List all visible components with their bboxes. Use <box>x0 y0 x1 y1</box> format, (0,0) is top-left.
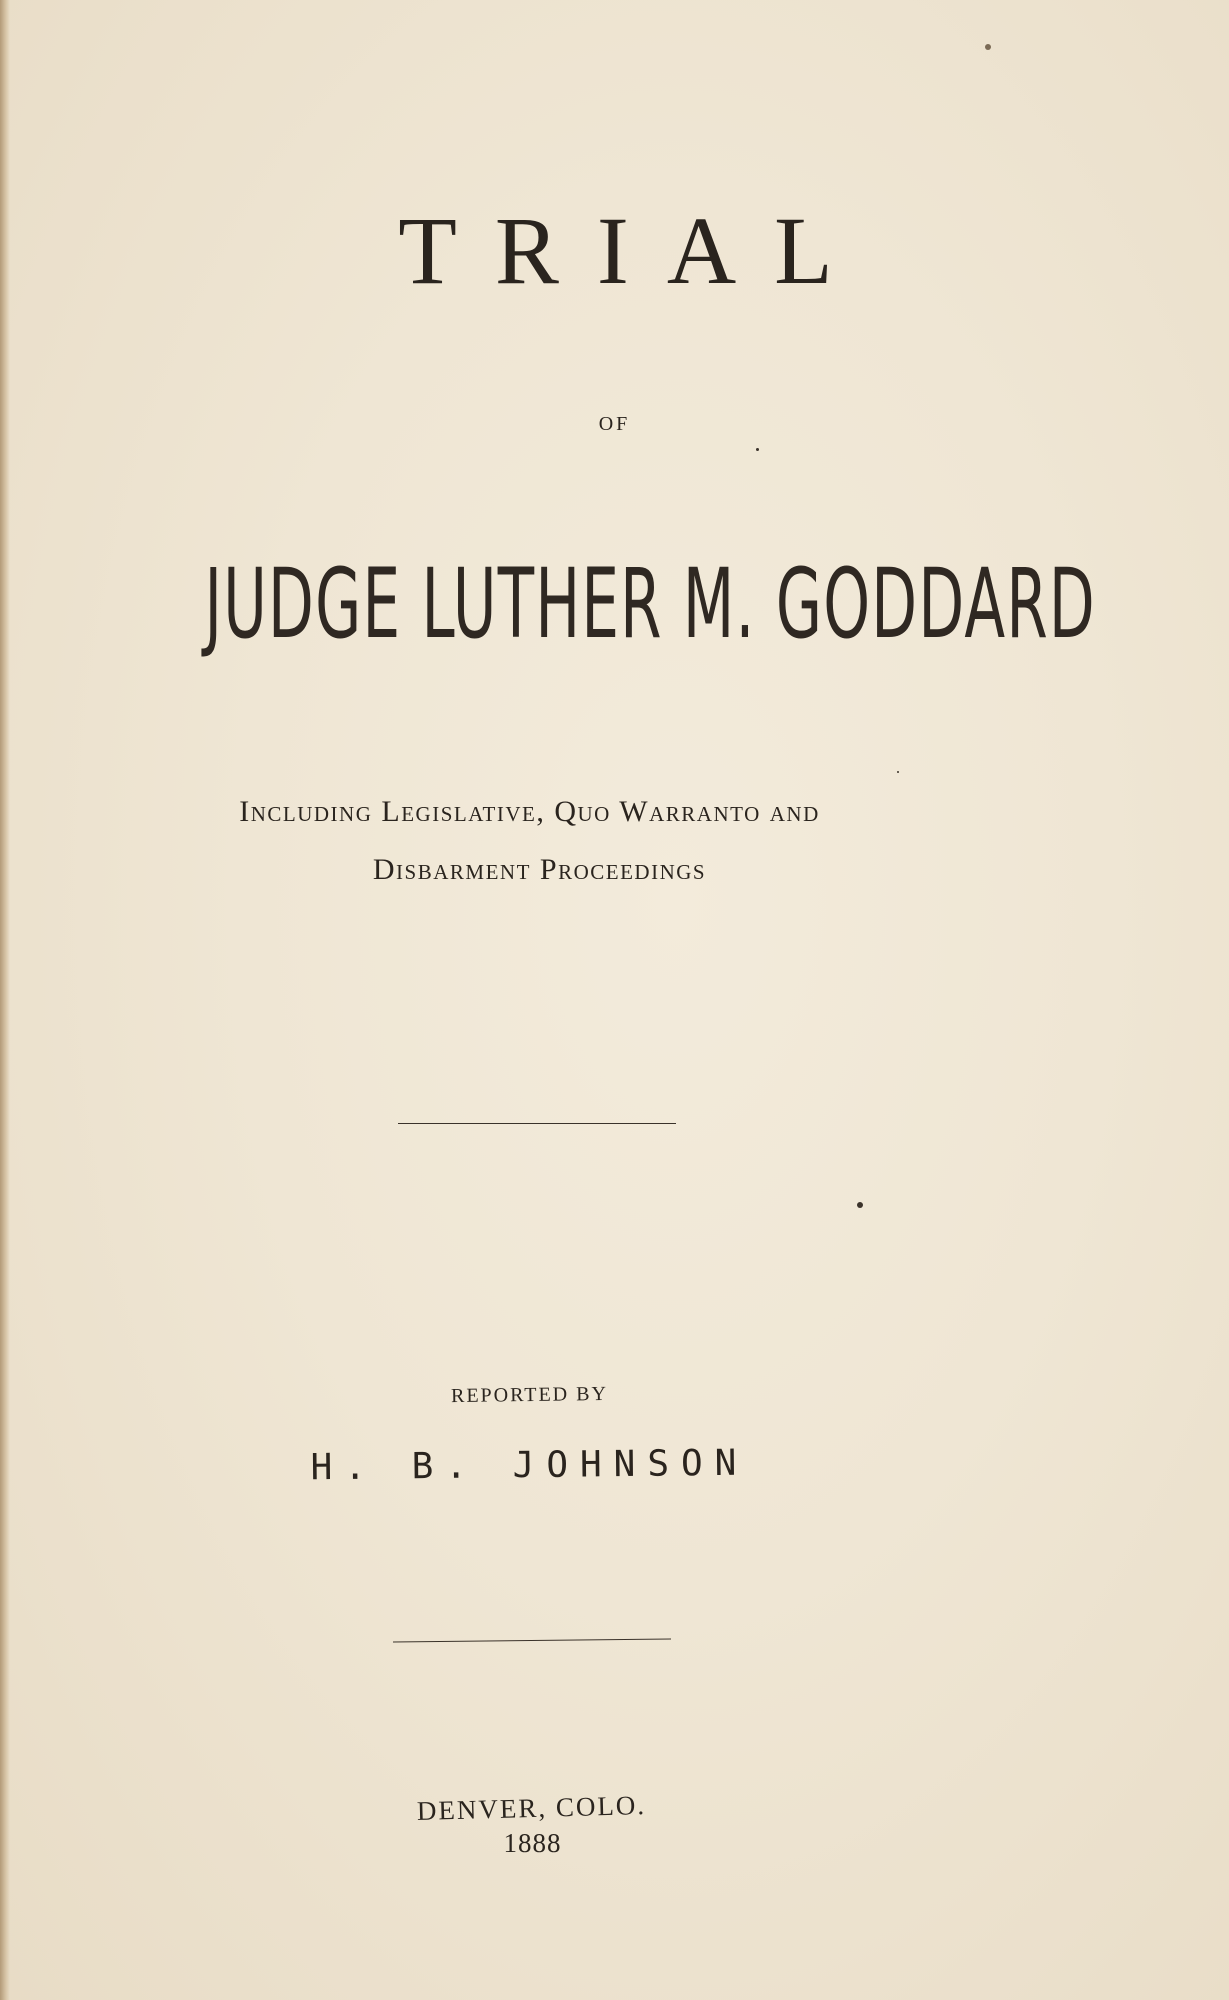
reported-by-label: REPORTED BY <box>450 1382 609 1408</box>
publication-year: 1888 <box>503 1828 562 1858</box>
subtitle-line-2: Disbarment Proceedings <box>372 853 707 886</box>
paper-speck <box>985 44 991 50</box>
divider-rule <box>393 1639 671 1643</box>
book-title: TRIAL <box>398 197 871 304</box>
publication-place: DENVER, COLO. <box>416 1790 647 1826</box>
divider-rule <box>398 1123 676 1124</box>
trial-subject-name: JUDGE LUTHER M. GODDARD <box>204 548 1096 660</box>
author-name: H. B. JOHNSON <box>310 1442 749 1489</box>
subtitle-line-1: Including Legislative, Quo Warranto and <box>239 795 820 828</box>
paper-speck <box>897 771 899 773</box>
paper-speck <box>857 1202 863 1208</box>
paper-speck <box>756 448 759 451</box>
title-connector: OF <box>598 413 631 435</box>
